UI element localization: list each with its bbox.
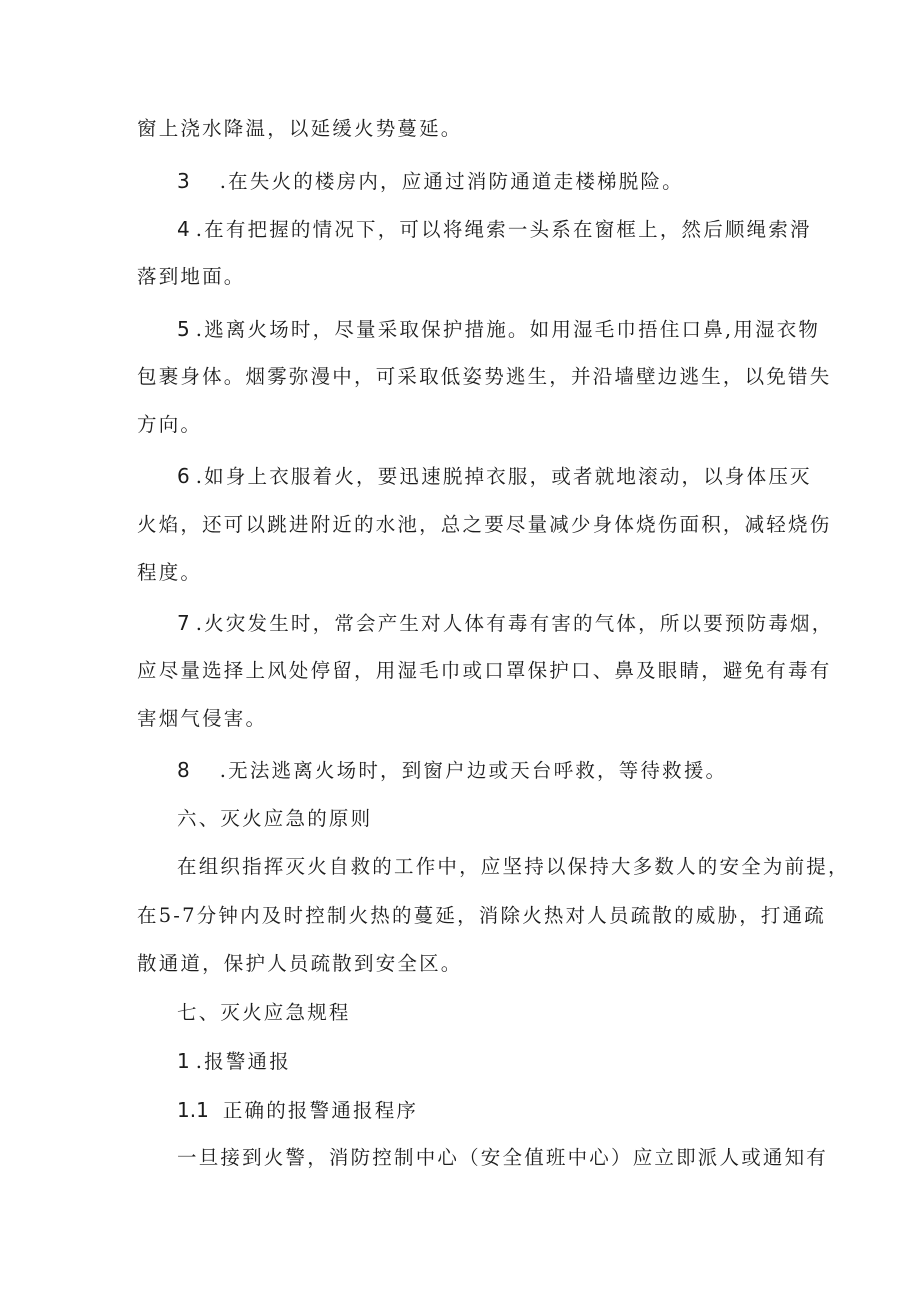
list-item-3 xyxy=(177,168,684,195)
heading-text: .报警通报 xyxy=(195,1050,291,1073)
text-line: 窗上浇水降温，以延缓火势蔓延。 xyxy=(137,117,463,140)
paragraph-continuation xyxy=(137,116,463,142)
text-line: 在组织指挥灭火自救的工作中，应坚持以保持大多数人的安全为前提， xyxy=(177,855,850,878)
item-number: 1 xyxy=(177,1049,190,1073)
text-line: 散通道，保护人员疏散到安全区。 xyxy=(137,952,463,975)
list-item-7-cont xyxy=(137,706,267,732)
text-line: .在失火的楼房内，应通过消防通道走楼梯脱险。 xyxy=(219,170,684,193)
section-heading-6 xyxy=(177,806,372,832)
paragraph-final xyxy=(177,1145,828,1171)
list-item-6-cont xyxy=(137,512,831,538)
heading-text: 正确的报警通报程序 xyxy=(222,1099,419,1122)
subsection-1-1 xyxy=(177,1097,418,1124)
list-item-7-cont xyxy=(137,658,831,684)
list-item-4 xyxy=(177,216,812,243)
text-line: 落到地面。 xyxy=(137,265,246,288)
text-line: 在5-7分钟内及时控制火热的蔓延，消除火热对人员疏散的威胁，打通疏 xyxy=(137,904,827,927)
list-item-6 xyxy=(177,463,812,490)
item-number: 8 xyxy=(177,758,190,782)
heading-text: 七、灭火应急规程 xyxy=(177,1001,351,1024)
list-item-8 xyxy=(177,757,727,784)
item-number: 7 xyxy=(177,611,190,635)
text-line: 一旦接到火警，消防控制中心（安全值班中心）应立即派人或通知有 xyxy=(177,1146,829,1169)
item-number: 5 xyxy=(177,317,190,341)
text-line: .逃离火场时，尽量采取保护措施。如用湿毛巾捂住口鼻,用湿衣物 xyxy=(195,318,821,341)
item-number: 3 xyxy=(177,169,190,193)
list-item-4-cont xyxy=(137,264,246,290)
subsection-1 xyxy=(177,1048,291,1075)
text-line: 火焰，还可以跳进附近的水池，总之要尽量减少身体烧伤面积，减轻烧伤 xyxy=(137,513,832,536)
item-number: 4 xyxy=(177,217,190,241)
text-line: .无法逃离火场时，到窗户边或天台呼救，等待救援。 xyxy=(219,759,728,782)
list-item-5-cont xyxy=(137,412,202,438)
section-heading-7 xyxy=(177,1000,351,1026)
text-line: 方向。 xyxy=(137,413,203,436)
list-item-7 xyxy=(177,610,833,637)
item-number: 1.1 xyxy=(177,1098,209,1122)
heading-text: 六、灭火应急的原则 xyxy=(177,807,373,830)
paragraph-principle-cont xyxy=(137,903,826,929)
text-line: 程度。 xyxy=(137,561,203,584)
item-number: 6 xyxy=(177,464,190,488)
text-line: 害烟气侵害。 xyxy=(137,707,268,730)
text-line: 应尽量选择上风处停留，用湿毛巾或口罩保护口、鼻及眼睛，避免有毒有 xyxy=(137,659,832,682)
list-item-6-cont xyxy=(137,560,202,586)
list-item-5-cont xyxy=(137,364,831,390)
text-line: .火灾发生时，常会产生对人体有毒有害的气体，所以要预防毒烟， xyxy=(195,612,834,635)
text-line: .在有把握的情况下，可以将绳索一头系在窗框上，然后顺绳索滑 xyxy=(195,218,812,241)
text-line: .如身上衣服着火，要迅速脱掉衣服，或者就地滚动，以身体压灭 xyxy=(195,465,812,488)
list-item-5 xyxy=(177,316,820,343)
text-line: 包裹身体。烟雾弥漫中，可采取低姿势逃生，并沿墙壁边逃生，以免错失 xyxy=(137,365,832,388)
paragraph-principle-cont xyxy=(137,951,463,977)
paragraph-principle xyxy=(177,854,850,880)
